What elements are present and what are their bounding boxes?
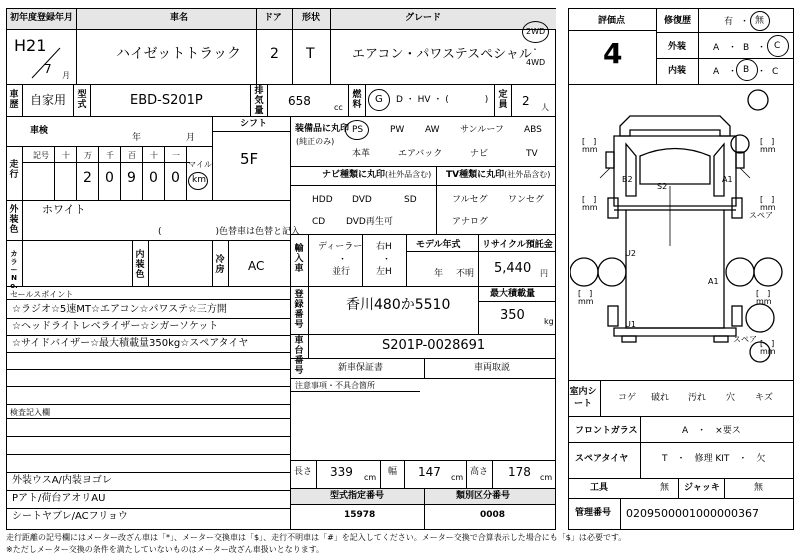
ext-dot-2: ・ (757, 43, 767, 53)
usage-header: 車歴 (9, 90, 19, 110)
type-no-header: 型式指定番号 (330, 491, 385, 501)
year-reg-header: 初年度登録年月 (10, 13, 74, 23)
max-load-header: 最大積載量 (490, 289, 536, 299)
handle-left: 左H (376, 267, 392, 277)
length-unit: cm (364, 473, 377, 482)
navi-header: ナビ種類に丸印(社外品含む) (322, 170, 432, 180)
exterior-header: 外装 (668, 42, 687, 52)
mm-4: [ ] mm (760, 195, 776, 212)
width: 147 (418, 465, 441, 479)
recycle-header: リサイクル預託金 (482, 240, 553, 250)
mileage-digit-4: 0 (149, 170, 158, 186)
car-name: ハイゼットトラック (116, 46, 242, 62)
repair-no: 無 (755, 16, 765, 26)
sales-header: セールスポイント (10, 290, 74, 299)
registration-number: 香川480か5510 (346, 297, 451, 313)
mileage-place-1: 万 (84, 151, 92, 160)
usage: 自家用 (30, 93, 67, 107)
max-load: 350 (500, 308, 525, 323)
interior-header: 内装 (668, 66, 687, 76)
reg-no-header: 登録番号 (294, 290, 304, 330)
length-header: 長さ (294, 467, 313, 477)
mileage-header: 走行 (9, 160, 19, 180)
exterior-color: ホワイト (42, 203, 86, 216)
label-a1: A1 (722, 175, 733, 184)
int-dot-2: ・ (757, 67, 767, 77)
label-b2: B2 (622, 175, 633, 184)
cell-divider (120, 146, 121, 200)
equipment-item: PW (390, 125, 405, 135)
int-color-header: 内装色 (135, 250, 145, 280)
shift: 5F (240, 150, 259, 168)
equipment-item: エアバック (398, 149, 443, 159)
drive-4wd: 4WD (526, 58, 546, 67)
cell-divider (76, 146, 77, 200)
month-reg: 7 (44, 62, 52, 76)
mileage-place-5: 一 (172, 151, 180, 160)
label-u1: U1 (625, 320, 636, 329)
height-header: 高さ (470, 467, 489, 477)
shaken-year: 年 (132, 133, 142, 143)
cell-divider (6, 318, 290, 319)
color-note: ( )色替車は色替と記入 (158, 227, 301, 237)
cell-divider (6, 352, 290, 353)
tv-option: アナログ (452, 217, 489, 227)
capacity-header: 定員 (498, 90, 508, 110)
drive-dot: ・ (531, 45, 539, 54)
navi-option: CD (312, 217, 326, 227)
repair-dot: ・ (740, 17, 750, 27)
mm-2: [ ] mm (760, 137, 776, 154)
seat-header-text: 室内シート (569, 387, 597, 409)
shaken-month: 月 (186, 133, 196, 143)
jack-value: 無 (754, 483, 764, 493)
cell-divider (98, 146, 99, 200)
ext-dot-1: ・ (728, 43, 738, 53)
class-no: 0008 (480, 510, 506, 520)
length: 339 (330, 465, 353, 479)
seat-damage-item: 破れ (651, 393, 670, 403)
equipment-item: TV (526, 149, 538, 159)
aircon-header: 冷房 (215, 255, 225, 275)
class-no-header: 類別区分番号 (456, 491, 511, 501)
door-header: ドア (264, 13, 282, 23)
ext-grade-c: C (774, 41, 781, 51)
seat-damage-item: コゲ (618, 393, 637, 403)
label-s2: S2 (657, 182, 668, 191)
grade-header: グレード (405, 13, 442, 23)
tv-header: TV種類に丸印(社外品含む) (446, 170, 551, 180)
footer-note-1: 走行距離の記号欄にはメーター改ざん車は「*」、メーター交換車は「$」、走行不明車は「#」を記入してください。メーター交換で合算表示した場合にも「$」は必要です。 (6, 533, 627, 542)
int-dot-1: ・ (728, 67, 738, 77)
shaken-header: 車検 (30, 126, 49, 136)
chassis-header: 車台番号 (294, 336, 304, 376)
mgmt-no: 0209500001000000367 (626, 507, 759, 520)
navi-option: SD (404, 195, 417, 205)
model-year-year: 年 (434, 269, 444, 279)
label-spare-top: スペア (749, 211, 773, 220)
cell-divider (6, 454, 290, 455)
mm-1: [ ] mm (582, 137, 598, 154)
equipment-item: PS (352, 125, 364, 135)
door-count: 2 (270, 46, 279, 62)
displacement-header: 排気量 (254, 86, 264, 116)
width-header: 幅 (388, 467, 398, 477)
model-header: 型式 (77, 90, 87, 110)
equipment-sub: (純正のみ) (296, 137, 335, 146)
handle-dot: ・ (382, 255, 392, 265)
capacity: 2 (522, 94, 530, 108)
int-grade-b: B (743, 65, 750, 75)
cell-divider (6, 508, 290, 509)
seat-damage-item: 汚れ (688, 393, 707, 403)
cell-divider (6, 386, 290, 387)
mileage-digit-1: 2 (83, 170, 92, 186)
navi-option: DVD再生可 (346, 217, 393, 227)
fuel-options: D ・ HV ・ ( ) (396, 95, 489, 105)
mile-label: マイル (188, 160, 212, 169)
mileage-place-0: 十 (62, 151, 70, 160)
max-load-unit: kg (544, 317, 554, 326)
mm-5: [ ] mm (578, 289, 594, 306)
equipment-item: ABS (524, 125, 542, 135)
cell-divider (186, 146, 187, 200)
drive-2wd: 2WD (526, 27, 546, 36)
int-grade-a: A (713, 67, 720, 77)
width-unit: cm (451, 473, 464, 482)
inspection-line: Pアト/荷台アオリAU (12, 493, 106, 504)
cell-divider (164, 146, 165, 200)
cell-divider (6, 490, 290, 491)
inspection-line: シートヤブレ/ACフリョウ (12, 511, 128, 522)
sales-point-line: ☆ヘッドライトレベライザー☆シガーソケット (12, 321, 219, 332)
equipment-item: サンルーフ (460, 125, 504, 135)
mm-6: [ ] mm (756, 289, 772, 306)
displacement: 658 (288, 94, 311, 108)
notes-header: 注意事項・不具合箇所 (295, 381, 375, 390)
mileage-place-4: 十 (150, 151, 158, 160)
car-name-header: 車名 (170, 13, 189, 23)
cell-divider (6, 436, 290, 437)
model-year-value: 不明 (456, 269, 475, 279)
chassis-number: S201P-0028691 (382, 338, 486, 353)
fuel-g: G (375, 94, 383, 105)
cc-unit: cc (334, 103, 343, 112)
height-unit: cm (540, 473, 553, 482)
mileage-digit-2: 0 (105, 170, 114, 186)
shift-header: シフト (240, 119, 268, 129)
label-a1-low: A1 (708, 277, 719, 286)
model-year-header: モデル年式 (416, 240, 461, 250)
capacity-unit: 人 (541, 103, 549, 112)
navi-option: HDD (312, 195, 333, 205)
repair-yes: 有 (724, 17, 734, 27)
repair-header: 修復歴 (664, 16, 692, 26)
jack-header: ジャッキ (684, 483, 720, 493)
footer-note-2: ※ただしメーター交換の条件を満たしていないものはメーター改ざん車扱いとなります。 (6, 545, 325, 554)
color-header: 外装色 (9, 205, 19, 235)
year-reg: H21 (14, 36, 47, 55)
equipment-header: 装備品に丸印 (295, 124, 350, 134)
grade: エアコン・パワステスペシャル (352, 47, 532, 62)
cell-divider (6, 335, 290, 336)
mileage-place-3: 百 (128, 151, 136, 160)
import-header: 輸入車 (294, 244, 304, 274)
aircon: AC (248, 259, 265, 273)
spare-tire-value: T ・ 修理 KIT ・ 欠 (662, 454, 766, 464)
vehicle-manual: 車両取説 (474, 363, 511, 373)
recycle-unit: 円 (540, 269, 548, 278)
equipment-item: 本革 (352, 149, 371, 159)
model-code: EBD-S201P (130, 93, 203, 108)
type-no: 15978 (344, 510, 376, 520)
score-header: 評価点 (598, 16, 626, 26)
tv-option: フルセグ (452, 195, 488, 205)
import-parallel: 並行 (332, 267, 351, 277)
import-dot: ・ (338, 255, 348, 265)
tools-value: 無 (660, 483, 670, 493)
seat-damage-item: キズ (755, 393, 773, 403)
score: 4 (603, 37, 623, 70)
month-unit: 月 (62, 71, 70, 80)
int-grade-c: C (772, 67, 779, 77)
cell-divider (6, 369, 290, 370)
sales-point-line: ☆サイドバイザー☆最大積載量350kg☆スペアタイヤ (12, 338, 249, 349)
mileage-digit-5: 0 (171, 170, 180, 186)
mgmt-no-header: 管理番号 (575, 508, 612, 518)
ext-grade-b: B (743, 43, 750, 53)
shape-header: 形状 (302, 13, 321, 23)
glass-header: フロントガラス (575, 426, 638, 436)
mm-3: [ ] mm (582, 195, 598, 212)
handle-right: 右H (376, 242, 392, 252)
label-u2: U2 (625, 249, 636, 258)
kigo-header: 記号 (33, 151, 49, 160)
inspection-header: 検査記入欄 (10, 408, 50, 417)
label-spare-bottom: スペア (733, 335, 757, 344)
tv-option: ワンセグ (508, 195, 545, 205)
color-no-header: カラーNo. (10, 250, 18, 290)
height: 178 (508, 465, 531, 479)
seat-damage-item: 穴 (726, 393, 736, 403)
mileage-place-2: 千 (106, 151, 114, 160)
vehicle-damage-diagram (570, 86, 792, 376)
cell-divider (54, 146, 55, 200)
ext-grade-a: A (713, 43, 720, 53)
equipment-item: AW (425, 125, 440, 135)
sales-point-line: ☆ラジオ☆5速MT☆エアコン☆パワステ☆三方開 (12, 304, 227, 315)
tools-header: 工具 (590, 483, 609, 493)
body-shape: T (306, 46, 315, 62)
mileage-digit-3: 9 (127, 170, 136, 186)
glass-value: A ・ ×要ス (682, 426, 741, 436)
mm-7: [ ] mm (760, 339, 776, 356)
cell-divider (6, 472, 290, 473)
km-label: km (192, 175, 206, 185)
fuel-header: 燃料 (352, 90, 362, 110)
inspection-line: 外装ウスA/内装ヨゴレ (12, 475, 112, 486)
import-dealer: ディーラー (318, 242, 363, 252)
cell-divider (142, 146, 143, 200)
new-warranty: 新車保証書 (338, 363, 384, 373)
recycle-amount: 5,440 (494, 261, 532, 276)
navi-option: DVD (352, 195, 372, 205)
spare-tire-header: スペアタイヤ (575, 454, 629, 464)
equipment-item: ナビ (470, 149, 489, 159)
